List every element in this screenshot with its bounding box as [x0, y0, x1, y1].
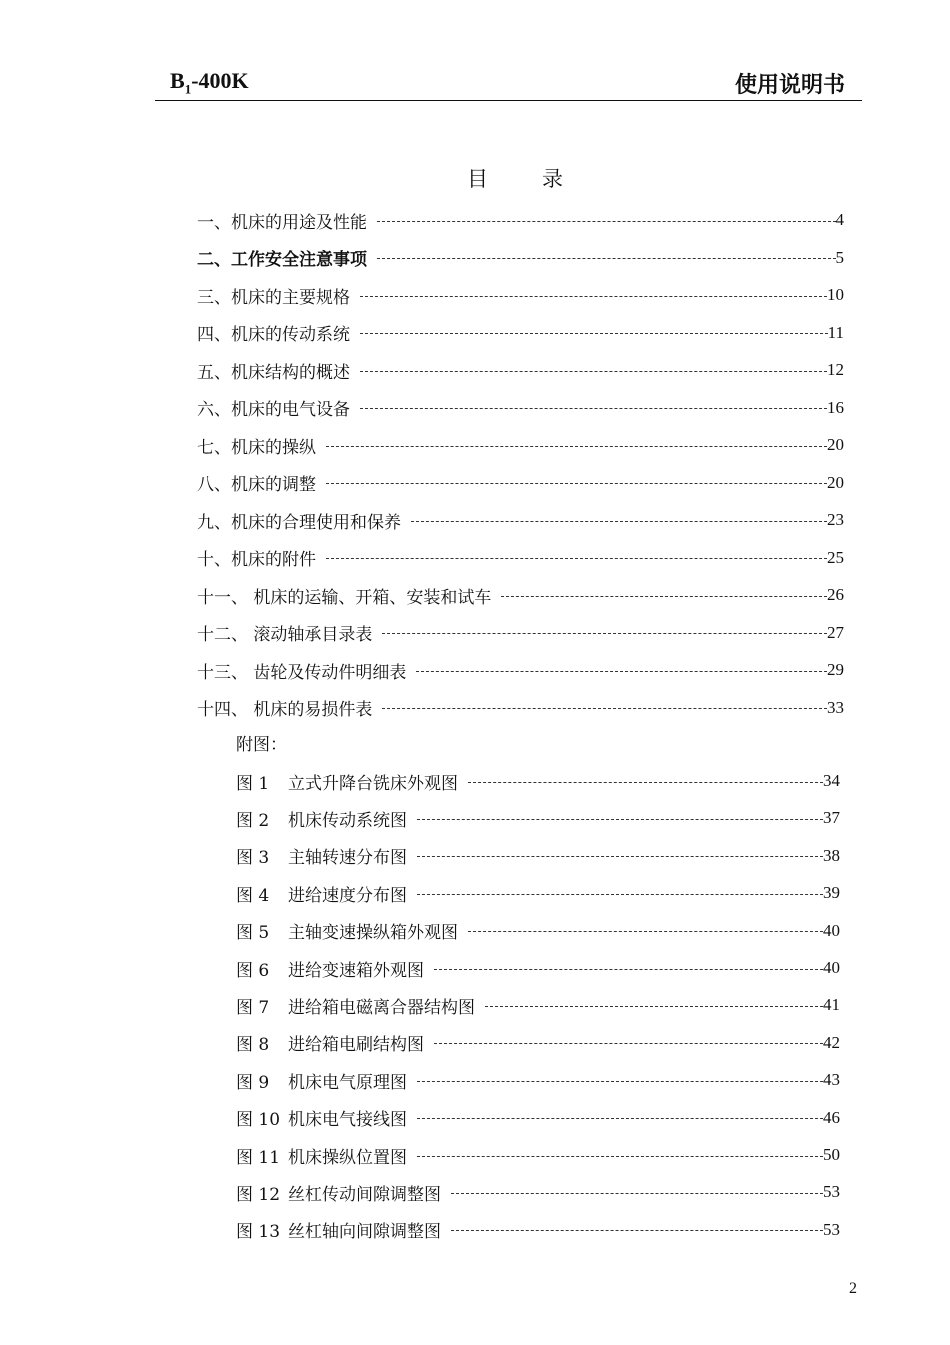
figure-title: 主轴变速操纵箱外观图 [288, 923, 458, 944]
toc-entry-page: 4 [835, 210, 844, 229]
toc-entry-title: 九、机床的合理使用和保养 [197, 512, 401, 533]
figure-label: 图 9 [236, 1072, 270, 1093]
dot-leader [360, 408, 827, 409]
toc-entry-page: 29 [827, 660, 844, 679]
toc-entry-title: 二、工作安全注意事项 [197, 250, 367, 270]
dot-leader [434, 1043, 823, 1044]
toc-entry[interactable] [197, 695, 844, 721]
toc-entry-title: 十四、 机床的易损件表 [197, 700, 373, 720]
figure-label: 图 3 [236, 848, 270, 869]
figure-label: 图 13 [236, 1222, 281, 1243]
figure-title: 机床操纵位置图 [288, 1147, 407, 1168]
toc-entry-page: 23 [827, 510, 844, 529]
toc-entry-title: 十、机床的附件 [197, 550, 316, 570]
toc-entry-page: 16 [827, 397, 844, 417]
toc-entry-title: 三、机床的主要规格 [197, 287, 350, 308]
dot-leader [451, 1230, 823, 1231]
figure-page: 53 [823, 1182, 840, 1202]
dot-leader [468, 931, 823, 932]
figure-title: 丝杠传动间隙调整图 [288, 1184, 441, 1205]
toc-entry-title: 四、机床的传动系统 [197, 325, 350, 345]
dot-leader [416, 671, 827, 672]
figure-entry[interactable] [236, 1030, 840, 1056]
dot-leader [382, 633, 827, 634]
toc-entry-page: 11 [827, 322, 844, 342]
dot-leader [417, 1081, 823, 1082]
dot-leader [417, 819, 823, 820]
figure-page: 41 [823, 995, 840, 1015]
figure-entry[interactable] [236, 918, 840, 944]
figures-heading: 附图： [236, 735, 287, 755]
dot-leader [382, 708, 827, 709]
dot-leader [360, 333, 828, 334]
toc-entry[interactable] [197, 207, 844, 233]
figure-entry[interactable] [236, 955, 840, 981]
figure-title: 机床传动系统图 [288, 810, 407, 831]
figure-page: 42 [823, 1032, 840, 1052]
dot-leader [326, 483, 827, 484]
dot-leader [326, 558, 827, 559]
dot-leader [411, 521, 827, 522]
figure-title: 立式升降台铣床外观图 [288, 773, 458, 794]
figure-page: 39 [823, 883, 840, 903]
dot-leader [501, 596, 827, 597]
dot-leader [417, 856, 823, 857]
figure-label: 图 2 [236, 810, 270, 831]
figure-title: 主轴转速分布图 [288, 848, 407, 869]
figure-label: 图 12 [236, 1184, 281, 1205]
dot-leader [485, 1006, 823, 1007]
figure-label: 图 1 [236, 773, 270, 794]
model-suffix: -400K [191, 68, 249, 93]
toc-entry-page: 10 [827, 285, 844, 304]
figure-title: 进给箱电刷结构图 [288, 1035, 424, 1056]
figure-entry[interactable] [236, 1217, 840, 1243]
toc-title: 目录 [467, 167, 617, 191]
toc-entry-page: 12 [827, 360, 844, 379]
figure-title: 进给速度分布图 [288, 885, 407, 906]
toc-entry[interactable] [197, 657, 844, 683]
toc-entry[interactable] [197, 507, 844, 533]
figure-label: 图 7 [236, 997, 270, 1018]
figure-entry[interactable] [236, 1142, 840, 1168]
toc-entry-title: 七、机床的操纵 [197, 437, 316, 458]
toc-entry[interactable] [197, 620, 844, 646]
figure-label: 图 5 [236, 923, 270, 944]
dot-leader [451, 1193, 823, 1194]
figure-title: 进给箱电磁离合器结构图 [288, 997, 475, 1018]
dot-leader [360, 371, 827, 372]
figure-entry[interactable] [236, 1179, 840, 1205]
dot-leader [468, 782, 823, 783]
toc-entry[interactable] [197, 545, 844, 571]
figure-label: 图 4 [236, 885, 270, 906]
dot-leader [377, 221, 836, 222]
figure-page: 34 [823, 771, 840, 790]
toc-entry[interactable] [197, 282, 844, 308]
dot-leader [377, 258, 836, 259]
toc-entry-page: 25 [827, 547, 844, 567]
figure-title: 丝杠轴向间隙调整图 [288, 1222, 441, 1243]
toc-entry-title: 五、机床结构的概述 [197, 362, 350, 383]
dot-leader [434, 969, 823, 970]
toc-entry-page: 33 [827, 697, 844, 717]
toc-entry[interactable] [197, 320, 844, 346]
toc-entry-title: 十一、 机床的运输、开箱、安装和试车 [197, 587, 492, 608]
figure-title: 机床电气接线图 [288, 1110, 407, 1131]
header-doc-type: 使用说明书 [734, 73, 845, 98]
toc-entry[interactable] [197, 582, 844, 608]
toc-entry[interactable] [197, 357, 844, 383]
toc-entry-title: 八、机床的调整 [197, 475, 316, 495]
figure-page: 40 [823, 958, 840, 977]
dot-leader [417, 1156, 823, 1157]
dot-leader [417, 894, 823, 895]
dot-leader [417, 1118, 823, 1119]
toc-entry[interactable] [197, 395, 844, 421]
toc-entry-title: 十二、 滚动轴承目录表 [197, 625, 373, 645]
figure-label: 图 11 [236, 1147, 281, 1168]
figure-entry[interactable] [236, 1105, 840, 1131]
figure-page: 50 [823, 1145, 840, 1164]
model-subscript: 1 [184, 81, 192, 97]
dot-leader [326, 446, 827, 447]
figure-label: 图 6 [236, 960, 270, 981]
toc-entry-page: 20 [827, 472, 844, 492]
figure-entry[interactable] [236, 992, 840, 1018]
figure-page: 46 [823, 1107, 840, 1127]
toc-entry[interactable] [197, 470, 844, 496]
figure-label: 图 10 [236, 1110, 281, 1131]
toc-entry-title: 十三、 齿轮及传动件明细表 [197, 662, 407, 683]
header-model [170, 68, 249, 97]
figure-page: 37 [823, 808, 840, 828]
toc-entry[interactable] [197, 245, 844, 271]
figure-page: 43 [823, 1070, 840, 1090]
figure-title: 进给变速箱外观图 [288, 960, 424, 981]
figure-entry[interactable] [236, 880, 840, 906]
figure-entry[interactable] [236, 843, 840, 869]
toc-entry-page: 20 [827, 435, 844, 454]
page-number: 2 [849, 1280, 857, 1297]
figure-entry[interactable] [236, 768, 840, 794]
figure-label: 图 8 [236, 1035, 270, 1056]
dot-leader [360, 296, 827, 297]
figure-page: 38 [823, 845, 840, 865]
toc-entry-title: 一、机床的用途及性能 [197, 212, 367, 233]
figure-entry[interactable] [236, 1067, 840, 1093]
figure-page: 40 [823, 920, 840, 940]
figure-entry[interactable] [236, 805, 840, 831]
toc-entry-page: 5 [835, 247, 844, 267]
figure-title: 机床电气原理图 [288, 1072, 407, 1093]
toc-entry-page: 26 [827, 585, 844, 604]
toc-entry-title: 六、机床的电气设备 [197, 400, 350, 420]
figure-page: 53 [823, 1219, 840, 1239]
toc-entry-page: 27 [827, 622, 844, 642]
model-prefix: B [170, 68, 185, 93]
toc-entry[interactable] [197, 432, 844, 458]
header-divider [155, 100, 862, 101]
